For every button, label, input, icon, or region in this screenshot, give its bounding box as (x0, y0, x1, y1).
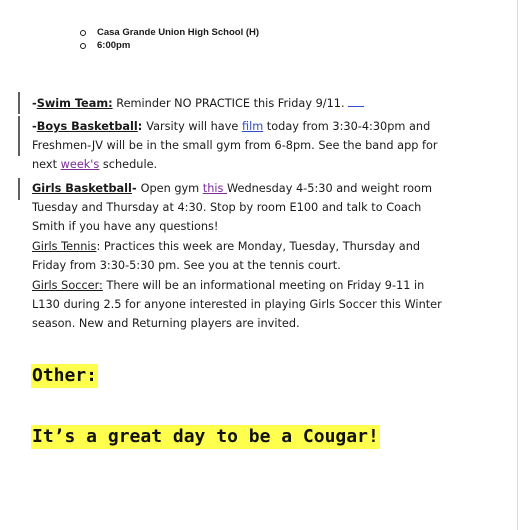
girls-basketball-paragraph (32, 179, 452, 236)
page-edge (517, 0, 518, 530)
cougar-banner: It’s a great day to be a Cougar! (32, 426, 379, 447)
dash: - (32, 120, 37, 133)
body-text: Open gym (140, 182, 203, 195)
circle-bullet-icon (80, 43, 86, 49)
circle-bullet-icon (80, 30, 86, 36)
body-text: today from 3:30-4:30pm and Freshmen-JV will be in the small gym from 6-8pm. See the band app for next (32, 120, 438, 171)
separator: : (137, 120, 147, 133)
girls-soccer-label: Girls Soccer: (32, 279, 103, 292)
swim-team-label: Swim Team: (36, 97, 113, 110)
weeks-link[interactable]: week's (60, 158, 100, 171)
boys-basketball-paragraph (32, 117, 452, 174)
swim-team-paragraph (32, 94, 452, 113)
boys-basketball-label: Boys Basketball (36, 120, 138, 133)
other-heading: Other: (32, 365, 98, 386)
list-item-text: 6:00pm (97, 39, 131, 51)
girls-basketball-label: Girls Basketball (32, 182, 132, 195)
list-item-text: Casa Grande Union High School (H) (97, 27, 260, 38)
change-bar (18, 92, 20, 114)
film-link[interactable]: film (241, 120, 264, 133)
body-text: Wednesday 4-5:30 and weight room Tuesday and Thursday at 4:30. Stop by room E100 and talk to Coach Smith if you have any questions! (32, 182, 432, 233)
separator: - (131, 182, 141, 195)
this-link[interactable]: this (202, 182, 227, 195)
girls-tennis-paragraph (32, 237, 452, 275)
blank-link-underline[interactable] (348, 96, 364, 107)
body-text: Varsity will have (146, 120, 242, 133)
girls-soccer-paragraph (32, 276, 452, 333)
header-list (80, 27, 259, 52)
body-text: There will be an informational meeting on Friday 9-11 in L130 during 2.5 for anyone interested in playing Girls Soccer this Winter season. New and Returning players are invited. (32, 279, 442, 330)
change-bar (18, 116, 20, 156)
change-bar (18, 178, 20, 200)
girls-tennis-label: Girls Tennis (32, 240, 97, 253)
list-item (80, 27, 259, 40)
body-text: schedule. (99, 158, 158, 171)
dash: - (32, 97, 37, 110)
body-text: : Practices this week are Monday, Tuesday, Thursday and Friday from 3:30-5:30 pm. See you at the tennis court. (32, 240, 421, 272)
swim-team-text: Reminder NO PRACTICE this Friday 9/11. (112, 97, 345, 110)
list-item (80, 40, 259, 53)
